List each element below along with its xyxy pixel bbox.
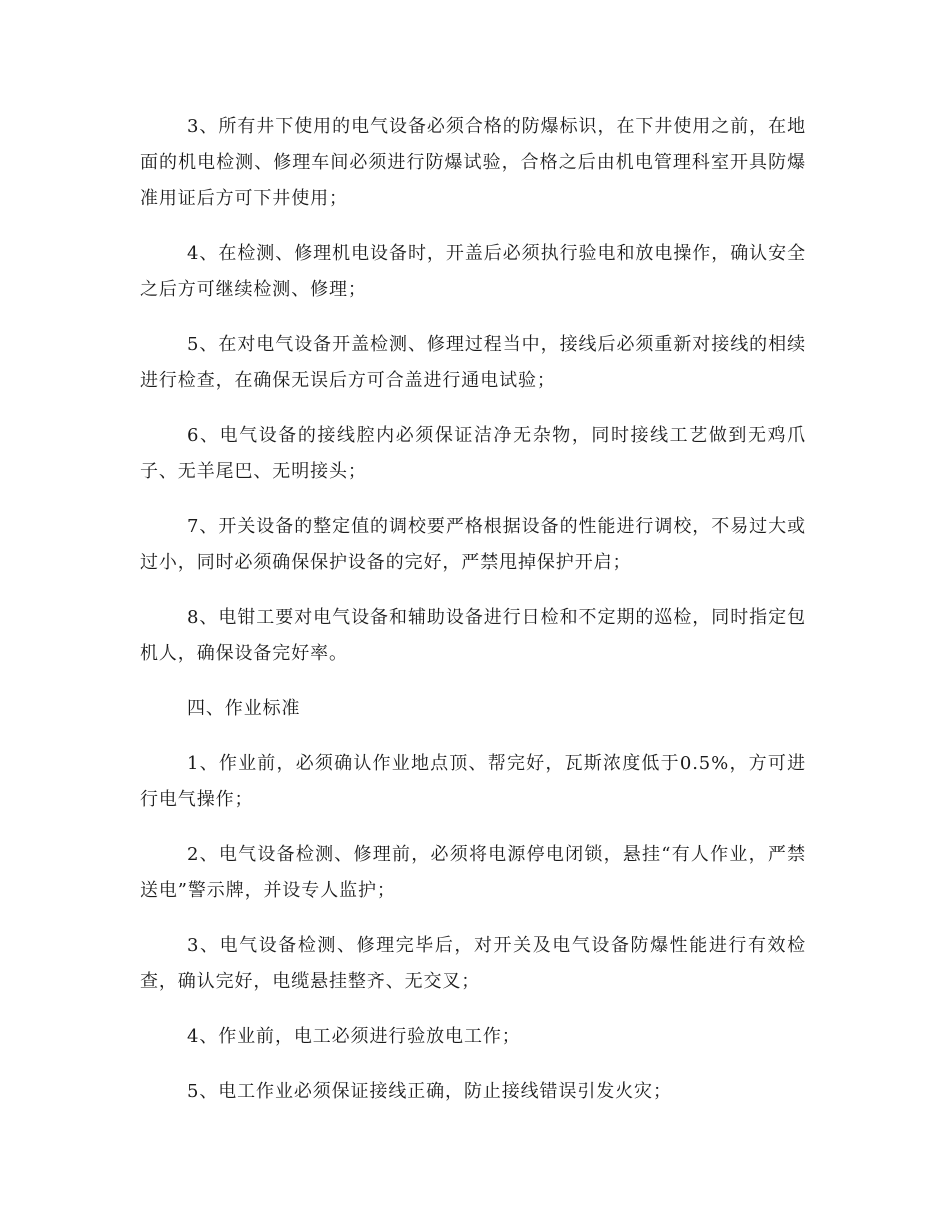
section-heading: 四、作业标准 (187, 698, 301, 719)
paragraph-item-5: 5、在对电气设备开盖检测、修理过程当中，接线后必须重新对接线的相续进行检查，在确保无误后方可合盖进行通电试验； (140, 334, 806, 391)
standard-item-2: 2、电气设备检测、修理前，必须将电源停电闭锁，悬挂“有人作业，严禁送电”警示牌，并设专人监护； (140, 844, 806, 901)
paragraph-item-3: 3、所有井下使用的电气设备必须合格的防爆标识，在下井使用之前，在地面的机电检测、修理车间必须进行防爆试验，合格之后由机电管理科室开具防爆准用证后方可下井使用； (140, 116, 806, 209)
paragraph-item-6: 6、电气设备的接线腔内必须保证洁净无杂物，同时接线工艺做到无鸡爪子、无羊尾巴、无明接头； (140, 425, 806, 482)
standard-item-3: 3、电气设备检测、修理完毕后，对开关及电气设备防爆性能进行有效检查，确认完好，电缆悬挂整齐、无交叉； (140, 935, 806, 992)
document-body (140, 109, 806, 1129)
paragraph-item-8: 8、电钳工要对电气设备和辅助设备进行日检和不定期的巡检，同时指定包机人，确保设备完好率。 (140, 607, 806, 664)
standard-item-1: 1、作业前，必须确认作业地点顶、帮完好，瓦斯浓度低于0.5%，方可进行电气操作； (140, 753, 806, 810)
paragraph-item-4: 4、在检测、修理机电设备时，开盖后必须执行验电和放电操作，确认安全之后方可继续检测、修理； (140, 243, 806, 300)
standard-item-5: 5、电工作业必须保证接线正确，防止接线错误引发火灾； (187, 1081, 672, 1102)
paragraph-item-7: 7、开关设备的整定值的调校要严格根据设备的性能进行调校，不易过大或过小，同时必须确保保护设备的完好，严禁甩掉保护开启； (140, 516, 806, 573)
standard-item-4: 4、作业前，电工必须进行验放电工作； (187, 1026, 521, 1047)
